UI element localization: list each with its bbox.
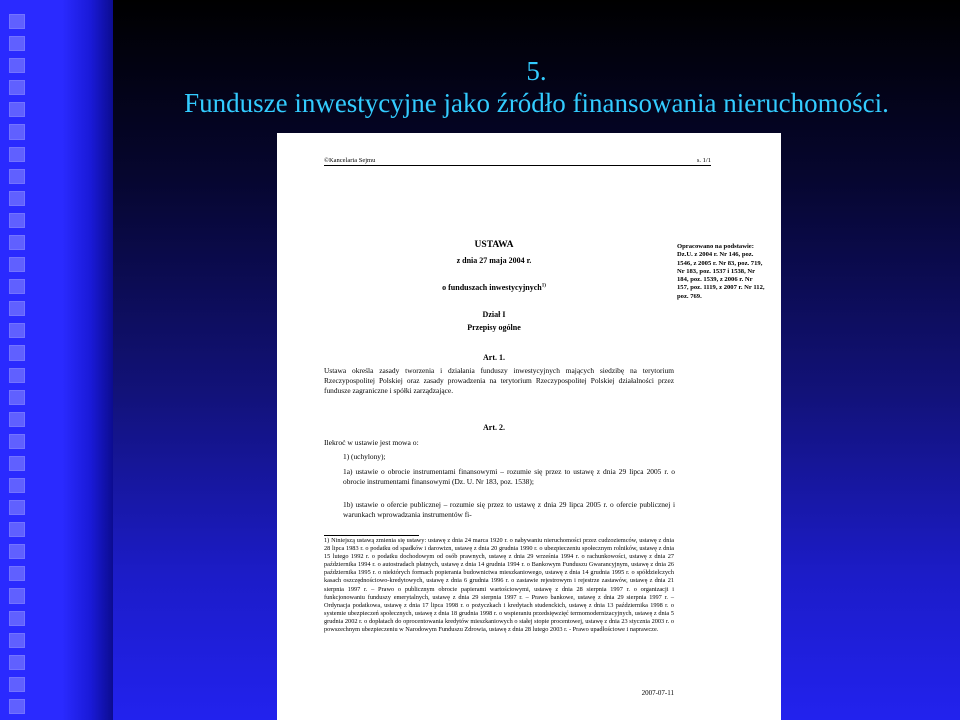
decorative-square [9, 58, 25, 73]
decorative-square [9, 522, 25, 537]
decorative-square [9, 301, 25, 316]
decorative-square [9, 147, 25, 162]
footer-date: 2007-07-11 [641, 689, 674, 697]
footnote-divider [324, 535, 419, 536]
decorative-square [9, 323, 25, 338]
decorative-square [9, 434, 25, 449]
art1-heading: Art. 1. [483, 353, 505, 362]
decorative-square [9, 279, 25, 294]
decorative-square [9, 500, 25, 515]
document-header [324, 157, 711, 166]
decorative-square [9, 456, 25, 471]
decorative-square [9, 213, 25, 228]
slide-number: 5. [526, 56, 547, 86]
decorative-square [9, 102, 25, 117]
decorative-square [9, 345, 25, 360]
act-title-footnote-ref: 1) [541, 283, 546, 289]
art2-heading: Art. 2. [483, 423, 505, 432]
date-line: z dnia 27 maja 2004 r. [456, 256, 532, 265]
decorative-square [9, 257, 25, 272]
side-note: Opracowano na podstawie: Dz.U. z 2004 r. Nr 146, poz. 1546, z 2005 r. Nr 83, poz. 719, Nr 183, poz. 1537 i 1538, Nr 184, poz. 1539, z 2006 r. Nr 157, poz. 1119, z 2007 r. Nr 112, poz. 769. [677, 243, 765, 300]
decorative-square [9, 36, 25, 51]
decorative-square [9, 390, 25, 405]
act-title [324, 283, 664, 292]
decorative-square [9, 677, 25, 692]
decorative-square [9, 611, 25, 626]
art2-item: 1) (uchylony); [343, 452, 386, 461]
decorative-square [9, 80, 25, 95]
decorative-square [9, 633, 25, 648]
decorative-square [9, 655, 25, 670]
decorative-square [9, 191, 25, 206]
decorative-square [9, 544, 25, 559]
art1-text: Ustawa określa zasady tworzenia i działania funduszy inwestycyjnych mających siedzibę na terytorium Rzeczypospolitej Polskiej oraz zasady prowadzenia na terytorium Rzeczypospolitej Polskiej działalności przez fundusze zagraniczne i spółki zarządzające. [324, 366, 674, 395]
decorative-square [9, 14, 25, 29]
decorative-square [9, 412, 25, 427]
division-title: Przepisy ogólne [467, 323, 521, 332]
decorative-square [9, 124, 25, 139]
art2-item: 1a) ustawie o obrocie instrumentami finansowymi – rozumie się przez to ustawę z dnia 29 lipca 2005 r. o obrocie instrumentami finansowymi (Dz. U. Nr 183, poz. 1538); [343, 467, 675, 486]
header-right: s. 1/1 [696, 157, 711, 164]
art2-item: 1b) ustawie o ofercie publicznej – rozumie się przez to ustawę z dnia 29 lipca 2005 r. o ofercie publicznej i warunkach wprowadzania instrumentów fi- [343, 500, 675, 519]
footnote: 1) Niniejszą ustawą zmienia się ustawy: ustawę z dnia 24 marca 1920 r. o nabywaniu nieruchomości przez cudzoziemców, ustawę z dnia 28 lipca 1983 r. o podatku od spadków i darowizn, ustawę z dnia 20 grudnia 1990 r. o ubezpieczeniu społecznym rolników, ustawę z dnia 15 lutego 1992 r. o podatku dochodowym od osób prawnych, ustawę z dnia 29 września 1994 r. o rachunkowości, ustawę z dnia 27 października 1994 r. o autostradach płatnych, ustawę z dnia 14 grudnia 1994 r. o Bankowym Funduszu Gwarancyjnym, ustawę z dnia 26 października 1995 r. o niektórych formach popierania budownictwa mieszkaniowego, ustawę z dnia 14 grudnia 1995 r. o spółdzielczych kasach oszczędnościowo-kredytowych, ustawę z dnia 6 grudnia 1996 r. o zastawie rejestrowym i rejestrze zastawów, ustawę z dnia 21 sierpnia 1997 r. – Prawo o publicznym obrocie papierami wartościowymi, ustawę z dnia 28 sierpnia 1997 r. o organizacji i funkcjonowaniu funduszy emerytalnych, ustawę z dnia 29 sierpnia 1997 r. – Prawo bankowe, ustawę z dnia 29 sierpnia 1997 r. – Ordynacja podatkowa, ustawę z dnia 17 lipca 1998 r. o pożyczkach i kredytach studenckich, ustawę z dnia 13 października 1998 r. o systemie ubezpieczeń społecznych, ustawę z dnia 18 grudnia 1998 r. o wspieraniu przedsięwzięć termomodernizacyjnych, ustawę z dnia 5 grudnia 2002 r. o dopłatach do oprocentowania kredytów mieszkaniowych o stałej stopie procentowej, ustawę z dnia 23 stycznia 2003 r. o powszechnym ubezpieczeniu w Narodowym Funduszu Zdrowia, ustawę z dnia 28 lutego 2003 r. - Prawo upadłościowe i naprawcze. [324, 537, 674, 634]
decorative-square [9, 478, 25, 493]
header-left: ©Kancelaria Sejmu [324, 157, 376, 164]
decorative-square [9, 368, 25, 383]
document-page-image [277, 133, 781, 720]
art2-intro: Ilekroć w ustawie jest mowa o: [324, 438, 419, 447]
decorative-square [9, 566, 25, 581]
act-title-text: o funduszach inwestycyjnych [442, 283, 542, 292]
decorative-square [9, 235, 25, 250]
decorative-square [9, 588, 25, 603]
decorative-square [9, 169, 25, 184]
left-decorative-strip [0, 0, 113, 720]
decorative-squares [9, 14, 27, 714]
document-heading: USTAWA [474, 240, 514, 250]
decorative-square [9, 699, 25, 714]
slide-title: Fundusze inwestycyjne jako źródło finansowania nieruchomości. [184, 88, 889, 118]
division: Dział I [482, 310, 506, 319]
